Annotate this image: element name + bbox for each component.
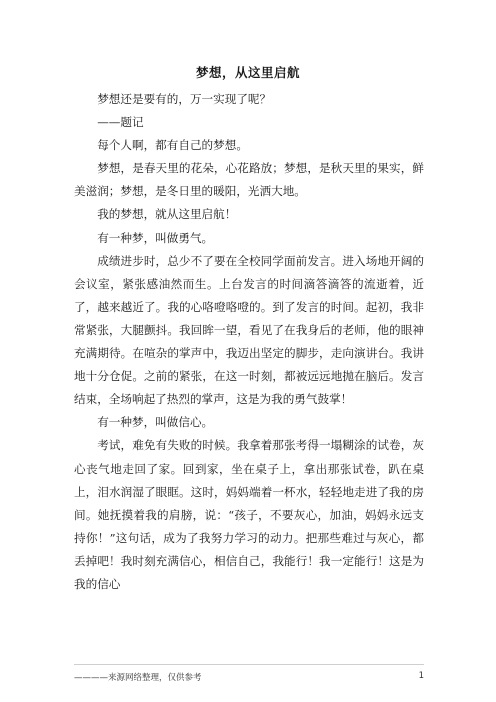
paragraph-epigraph-source: ——题记 — [97, 115, 144, 130]
paragraph: 考试，难免有失败的时候。我拿着那张考得一塌糊涂的试卷，灰心丧气地走回了家。回到家，坐在桌子上，拿出那张试卷，趴在桌上，泪水润湿了眼眶。这时，妈妈端着一杯水，轻轻地走进了我的房间。她抚摸着我的肩膀，说：“孩子，不要灰心，加油，妈妈永远支持你！”这句话，成为了我努力学习的动力。把那些难过与灰心，都丢掉吧！我时刻充满信心，相信自己，我能行！我一定能行！这是为我的信心 — [74, 438, 424, 591]
footer-divider — [74, 664, 424, 665]
document-body — [74, 88, 424, 596]
paragraph: 成绩进步时，总少不了要在全校同学面前发言。进入场地开阔的会议室，紧张感油然而生。上台发言的时间滴答滴答的流逝着，近了，越来越近了。我的心咯噔咯噔的。到了发言的时间。起初，我非常紧张，大腿颤抖。我回眸一望，看见了在我身后的老师，他的眼神充满期待。在喧杂的掌声中，我迈出坚定的脚步，走向演讲台。我讲地十分仓促。之前的紧张，在这一时刻，都被远远地抛在脑后。发言结束，全场响起了热烈的掌声，这是为我的勇气鼓掌！ — [74, 253, 424, 407]
paragraph: 我的梦想，就从这里启航！ — [97, 207, 237, 222]
page-number: 1 — [418, 671, 424, 681]
paragraph-epigraph: 梦想还是要有的，万一实现了呢？ — [97, 92, 272, 106]
section-heading-confidence: 有一种梦，叫做信心。 — [97, 415, 214, 430]
paragraph: 梦想，是春天里的花朵，心花路放；梦想，是秋天里的果实，鲜美滋润；梦想，是冬日里的暖阳，光洒大地。 — [74, 161, 424, 199]
footer-source-note: ————来源网络整理，仅供参考 — [74, 673, 202, 683]
paragraph: 每个人啊，都有自己的梦想。 — [97, 138, 248, 153]
section-heading-courage: 有一种梦，叫做勇气。 — [97, 230, 214, 245]
document-title: 梦想，从这里启航 — [195, 65, 300, 80]
